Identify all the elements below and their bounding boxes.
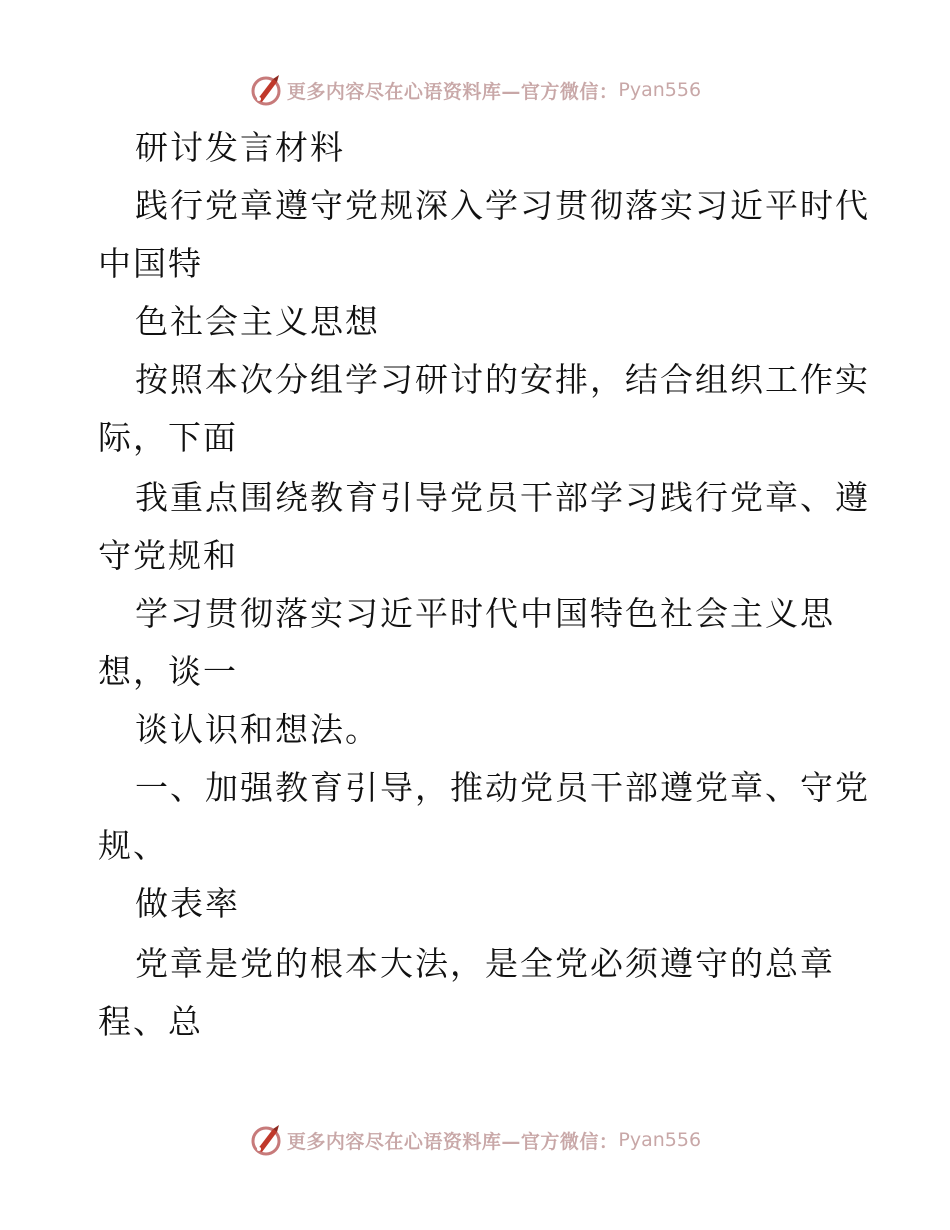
header-wechat-id: Pyan556 [618, 79, 702, 101]
text-line: 色社会主义思想 [135, 302, 380, 341]
text-line: 程、总 [98, 1002, 203, 1041]
text-line: 践行党章遵守党规深入学习贯彻落实习近平时代 [135, 186, 870, 225]
text-line: 按照本次分组学习研讨的安排，结合组织工作实 [135, 360, 870, 399]
header-banner [0, 68, 950, 112]
text-line: 我重点围绕教育引导党员干部学习践行党章、遵 [135, 478, 870, 517]
text-line: 守党规和 [98, 536, 238, 575]
text-line: 党章是党的根本大法，是全党必须遵守的总章 [135, 944, 835, 983]
quill-pen-logo-icon [249, 73, 283, 107]
text-line: 想，谈一 [98, 652, 238, 691]
footer-wechat-id: Pyan556 [618, 1129, 702, 1151]
header-banner-text: 更多内容尽在心语资料库—官方微信： [286, 80, 619, 103]
text-line: 中国特 [98, 244, 203, 283]
footer-banner [0, 1118, 950, 1162]
text-line: 谈认识和想法。 [135, 710, 380, 749]
text-line: 际，下面 [98, 418, 238, 457]
footer-banner-text: 更多内容尽在心语资料库—官方微信： [286, 1130, 619, 1153]
section-heading: 一、加强教育引导，推动党员干部遵党章、守党 [135, 768, 870, 807]
quill-pen-logo-icon [249, 1123, 283, 1157]
section-heading-cont: 规、 [98, 826, 168, 865]
section-heading-cont: 做表率 [135, 884, 240, 923]
text-line: 学习贯彻落实习近平时代中国特色社会主义思 [135, 594, 835, 633]
doc-title: 研讨发言材料 [135, 128, 345, 167]
